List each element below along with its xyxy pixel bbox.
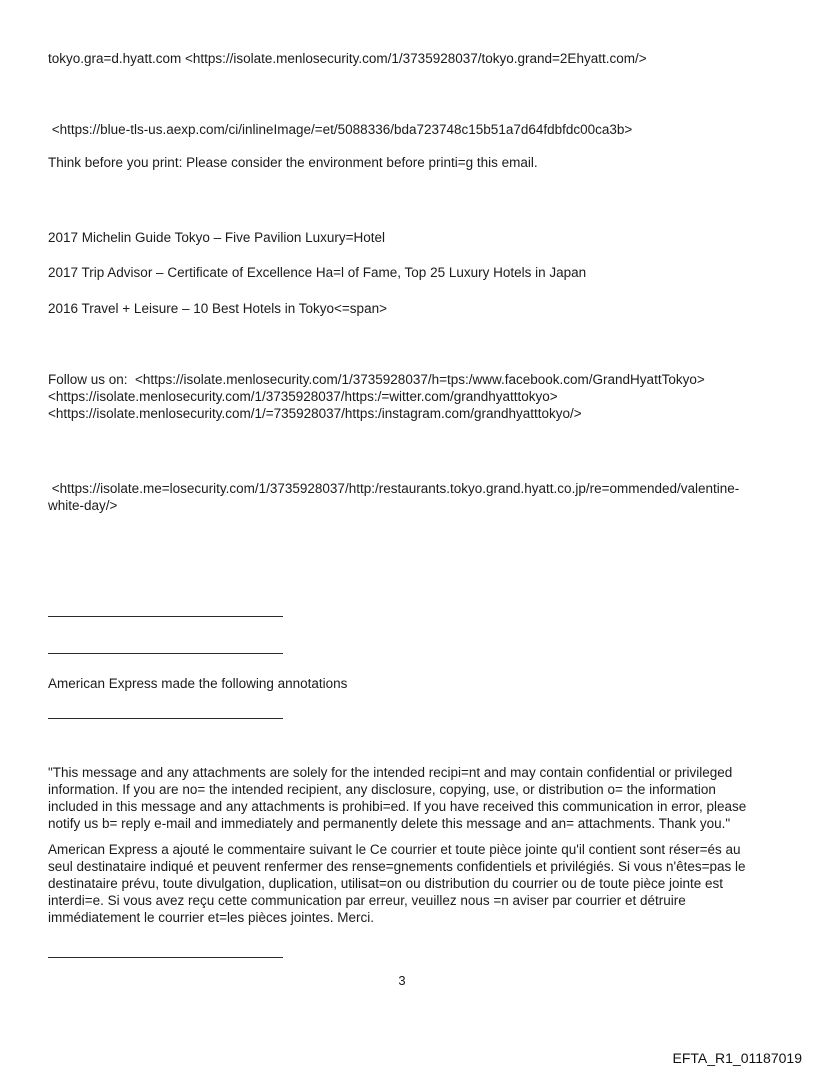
disclaimer-french: American Express a ajouté le commentaire suivant le Ce courrier et toute pièce jointe qu'il contient sont réser=és au seul destinataire indiqué et peuvent renfermer des rense=gnements confidentiels et privilégiés. Si vous n'êtes=pas le destinataire prévu, toute divulgation, duplication, utilisat=on ou distribution du courrier ou de toute pièce jointe est interdi=e. Si vous avez reçu cette communication par erreur, veuillez nous =n aviser par courrier et détruire immédiatement le courrier et=les pièces jointes. Merci.	[48, 842, 750, 925]
inline-image-link: <https://blue-tls-us.aexp.com/ci/inlineImage/=et/5088336/bda723748c15b51a7d64fdbfdc00ca3b>	[48, 122, 633, 137]
disclaimer-english: "This message and any attachments are solely for the intended recipi=nt and may contain confidential or privileged information. If you are no= the intended recipient, any disclosure, copying, use, or distribution o= the information included in this message and any attachments is prohibi=ed. If you have received this communication in error, please notify us b= reply e-mail and immediately and permanently delete this message and an= attachments. Thank you."	[48, 765, 751, 831]
separator-line-4	[48, 957, 283, 958]
separator-line-3	[48, 718, 283, 719]
award-michelin: 2017 Michelin Guide Tokyo – Five Pavilion Luxury=Hotel	[48, 230, 386, 245]
bates-number: EFTA_R1_01187019	[672, 1050, 802, 1066]
annotations-heading: American Express made the following annotations	[48, 676, 348, 691]
separator-line-1	[48, 616, 283, 617]
restaurant-link: <https://isolate.me=losecurity.com/1/3735928037/http:/restaurants.tokyo.grand.hyatt.co.jp/re=ommended/valentine-white-day/>	[48, 481, 740, 513]
print-notice: Think before you print: Please consider the environment before printi=g this email.	[48, 155, 538, 170]
award-tripadvisor: 2017 Trip Advisor – Certificate of Excellence Ha=l of Fame, Top 25 Luxury Hotels in Japan	[48, 265, 587, 280]
award-travel-leisure: 2016 Travel + Leisure – 10 Best Hotels in Tokyo<=span>	[48, 301, 387, 316]
hyatt-link-line: tokyo.gra=d.hyatt.com <https://isolate.menlosecurity.com/1/3735928037/tokyo.grand=2Ehyatt.com/>	[48, 51, 647, 66]
page-number: 3	[398, 973, 406, 988]
follow-us-links: Follow us on: <https://isolate.menlosecurity.com/1/3735928037/h=tps:/www.facebook.com/GrandHyattTokyo> <https://isolate.menlosecurity.com/1/3735928037/https:/=witter.com/grandhyatttokyo> <https://isolate.menlosecurity.com/1/=735928037/https:/instagram.com/grandhyatttokyo/>	[48, 372, 709, 421]
separator-line-2	[48, 653, 283, 654]
